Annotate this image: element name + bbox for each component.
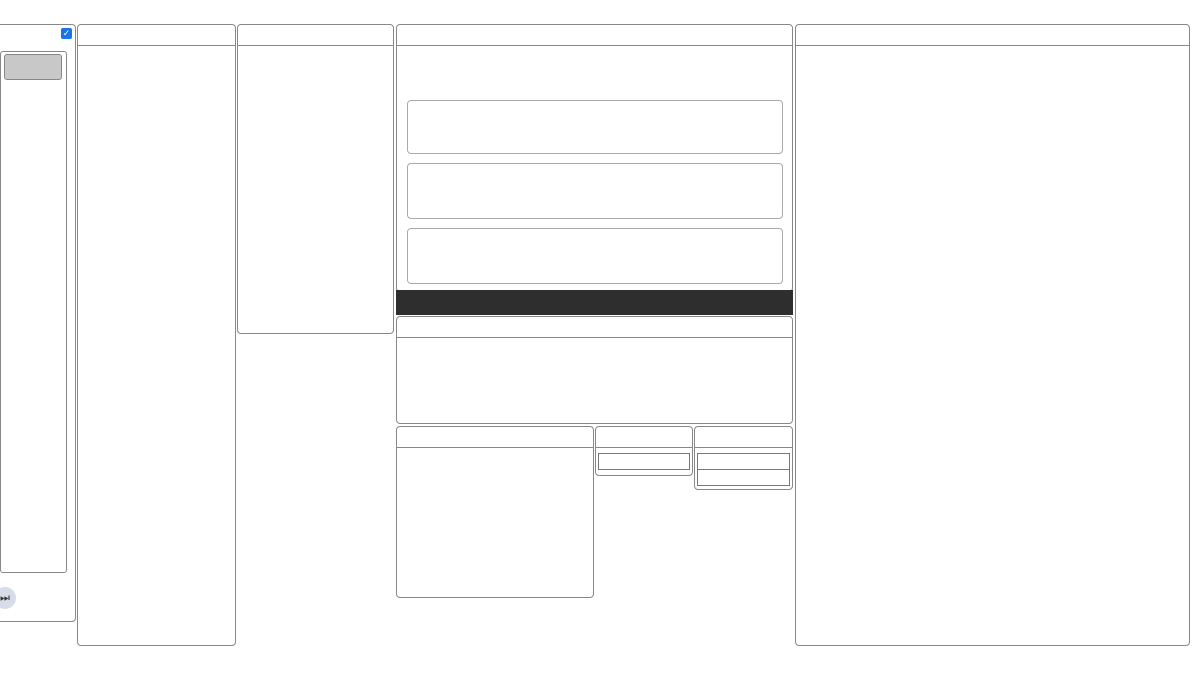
laps-box: [407, 100, 783, 154]
skip-end-icon[interactable]: ⏭: [0, 587, 16, 609]
lap-count: [4, 54, 62, 80]
cautions-title: [397, 317, 792, 338]
lead-changes-title: [238, 25, 393, 46]
btw-title: [596, 427, 692, 448]
race-status-banner: [396, 290, 793, 315]
lead-changes-panel: [237, 24, 394, 334]
summary-title: [397, 25, 792, 46]
leaders-panel: [396, 426, 594, 598]
current-lap-title: [78, 25, 235, 46]
out-table: [697, 453, 790, 486]
out-header: [698, 454, 790, 470]
points-panel: [795, 24, 1190, 646]
cars-box: [407, 163, 783, 219]
cautions-panel: [396, 316, 793, 424]
auto-update-checkbox[interactable]: ✓: [62, 28, 71, 38]
btw-table: [598, 453, 690, 470]
points-title: [796, 25, 1189, 46]
out-title: [695, 427, 792, 448]
current-lap-panel: [77, 24, 236, 646]
leaders-title: [397, 427, 593, 448]
lap-car-grid: [0, 51, 67, 573]
leader-box: [407, 228, 783, 284]
btw-header: [599, 454, 690, 470]
out-car: [698, 470, 790, 486]
